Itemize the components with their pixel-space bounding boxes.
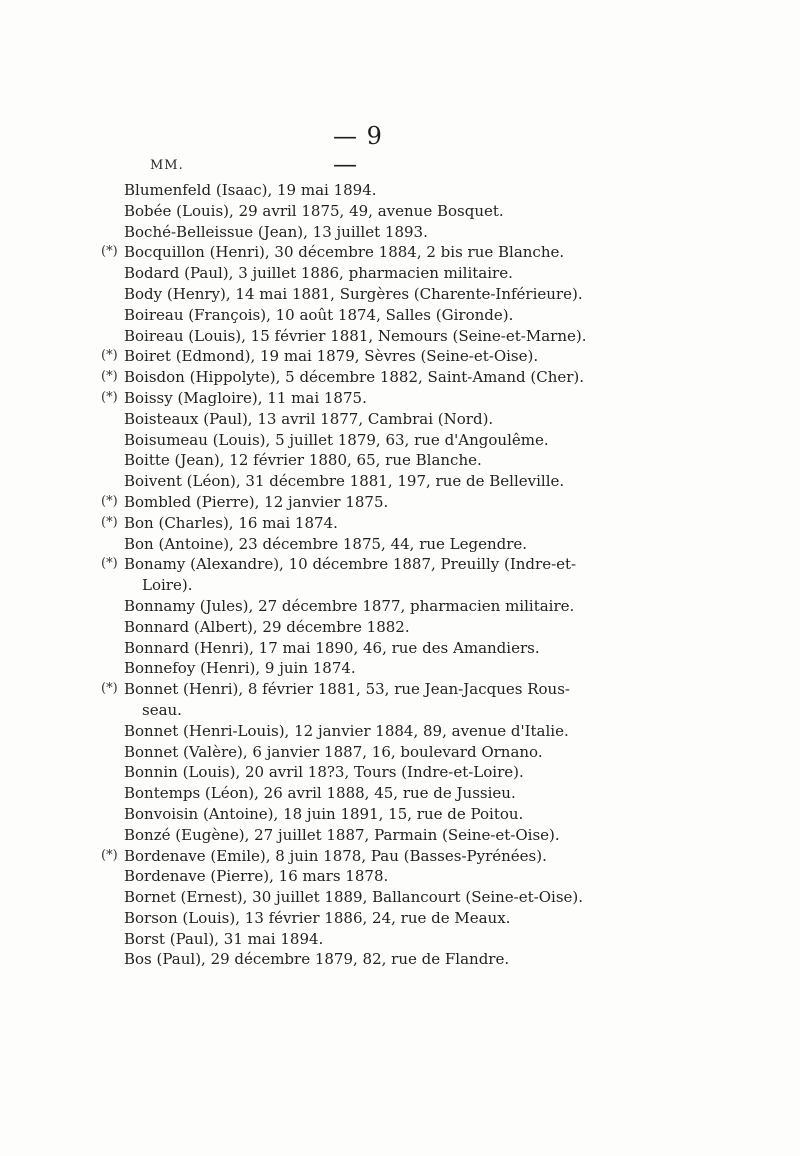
entry-text: Boivent (Léon), 31 décembre 1881, 197, rue de Belleville. xyxy=(124,472,565,491)
list-item xyxy=(0,201,800,222)
entry-text: Bonvoisin (Antoine), 18 juin 1891, 15, rue de Poitou. xyxy=(124,804,524,823)
list-item xyxy=(0,825,800,846)
list-item xyxy=(0,180,800,201)
asterisk-marker: (*) xyxy=(101,348,118,364)
list-item xyxy=(0,346,800,367)
list-item xyxy=(0,846,800,867)
asterisk-marker: (*) xyxy=(101,369,118,385)
entry-text: Bonnefoy (Henri), 9 juin 1874. xyxy=(124,659,356,678)
asterisk-marker: (*) xyxy=(101,244,118,260)
asterisk-marker: (*) xyxy=(101,847,118,863)
entry-text: Boisteaux (Paul), 13 avril 1877, Cambrai (Nord). xyxy=(124,409,494,428)
entry-text: Bordenave (Emile), 8 juin 1878, Pau (Basses-Pyrénées). xyxy=(124,846,547,865)
asterisk-marker: (*) xyxy=(101,493,118,509)
list-item xyxy=(0,804,800,825)
list-item xyxy=(0,388,800,409)
list-item xyxy=(0,263,800,284)
list-item xyxy=(0,887,800,908)
list-item xyxy=(0,949,800,970)
entry-text: Bobée (Louis), 29 avril 1875, 49, avenue Bosquet. xyxy=(124,201,504,220)
entry-text: Body (Henry), 14 mai 1881, Surgères (Charente-Inférieure). xyxy=(124,284,583,303)
entry-text: Bonnet (Henri), 8 février 1881, 53, rue Jean-Jacques Rous- xyxy=(124,680,570,699)
list-item xyxy=(0,908,800,929)
entry-text: Bonnard (Albert), 29 décembre 1882. xyxy=(124,617,410,636)
entry-text: Bonnin (Louis), 20 avril 18?3, Tours (Indre-et-Loire). xyxy=(124,763,524,782)
list-item xyxy=(0,762,800,783)
list-item xyxy=(0,222,800,243)
list-item xyxy=(0,638,800,659)
entry-text: Bornet (Ernest), 30 juillet 1889, Ballancourt (Seine-et-Oise). xyxy=(124,888,584,907)
entry-text: Bonzé (Eugène), 27 juillet 1887, Parmain (Seine-et-Oise). xyxy=(124,825,560,844)
list-item xyxy=(0,679,800,721)
entry-text: Bonnet (Valère), 6 janvier 1887, 16, boulevard Ornano. xyxy=(124,742,543,761)
list-item xyxy=(0,242,800,263)
entry-text: Bon (Antoine), 23 décembre 1875, 44, rue Legendre. xyxy=(124,534,528,553)
asterisk-marker: (*) xyxy=(101,514,118,530)
list-item xyxy=(0,658,800,679)
list-item xyxy=(0,367,800,388)
asterisk-marker: (*) xyxy=(101,389,118,405)
list-item xyxy=(0,284,800,305)
list-item xyxy=(0,866,800,887)
list-item xyxy=(0,554,800,596)
entry-text: Bocquillon (Henri), 30 décembre 1884, 2 bis rue Blanche. xyxy=(124,243,565,262)
list-item xyxy=(0,721,800,742)
list-item xyxy=(0,492,800,513)
salutation: MM. xyxy=(150,158,184,173)
list-item xyxy=(0,471,800,492)
list-item xyxy=(0,617,800,638)
entry-text: Boissy (Magloire), 11 mai 1875. xyxy=(124,388,367,407)
entry-text: Bonnamy (Jules), 27 décembre 1877, pharmacien militaire. xyxy=(124,596,575,615)
entry-text: Bordenave (Pierre), 16 mars 1878. xyxy=(124,867,389,886)
list-item xyxy=(0,513,800,534)
list-item xyxy=(0,305,800,326)
entry-text: Bontemps (Léon), 26 avril 1888, 45, rue de Jussieu. xyxy=(124,784,516,803)
entry-text: Boiret (Edmond), 19 mai 1879, Sèvres (Seine-et-Oise). xyxy=(124,347,539,366)
list-item xyxy=(0,783,800,804)
entry-text: Bombled (Pierre), 12 janvier 1875. xyxy=(124,492,389,511)
list-item xyxy=(0,430,800,451)
entry-list xyxy=(0,180,800,970)
entry-text: Bodard (Paul), 3 juillet 1886, pharmacien militaire. xyxy=(124,264,513,283)
asterisk-marker: (*) xyxy=(101,681,118,697)
entry-text: Bonnet (Henri-Louis), 12 janvier 1884, 89, avenue d'Italie. xyxy=(124,721,569,740)
page-number: — 9 — xyxy=(333,122,383,178)
list-item xyxy=(0,450,800,471)
asterisk-marker: (*) xyxy=(101,556,118,572)
list-item xyxy=(0,534,800,555)
entry-text: Bos (Paul), 29 décembre 1879, 82, rue de Flandre. xyxy=(124,950,510,969)
list-item xyxy=(0,929,800,950)
entry-text: Boitte (Jean), 12 février 1880, 65, rue Blanche. xyxy=(124,451,482,470)
entry-text: Bonnard (Henri), 17 mai 1890, 46, rue des Amandiers. xyxy=(124,638,540,657)
entry-text: Boché-Belleissue (Jean), 13 juillet 1893. xyxy=(124,222,428,241)
list-item xyxy=(0,742,800,763)
list-item xyxy=(0,326,800,347)
entry-text: Bon (Charles), 16 mai 1874. xyxy=(124,513,338,532)
entry-text: Blumenfeld (Isaac), 19 mai 1894. xyxy=(124,181,377,199)
entry-text: Borson (Louis), 13 février 1886, 24, rue de Meaux. xyxy=(124,908,511,927)
entry-text: Borst (Paul), 31 mai 1894. xyxy=(124,929,324,948)
entry-continuation: Loire). xyxy=(142,576,193,595)
entry-text: Boireau (Louis), 15 février 1881, Nemours (Seine-et-Marne). xyxy=(124,326,587,345)
entry-text: Bonamy (Alexandre), 10 décembre 1887, Preuilly (Indre-et- xyxy=(124,555,577,574)
entry-text: Boireau (François), 10 août 1874, Salles (Gironde). xyxy=(124,305,514,324)
list-item xyxy=(0,596,800,617)
list-item xyxy=(0,409,800,430)
entry-text: Boisdon (Hippolyte), 5 décembre 1882, Saint-Amand (Cher). xyxy=(124,368,585,387)
entry-continuation: seau. xyxy=(142,700,182,719)
entry-text: Boisumeau (Louis), 5 juillet 1879, 63, rue d'Angoulême. xyxy=(124,430,549,449)
